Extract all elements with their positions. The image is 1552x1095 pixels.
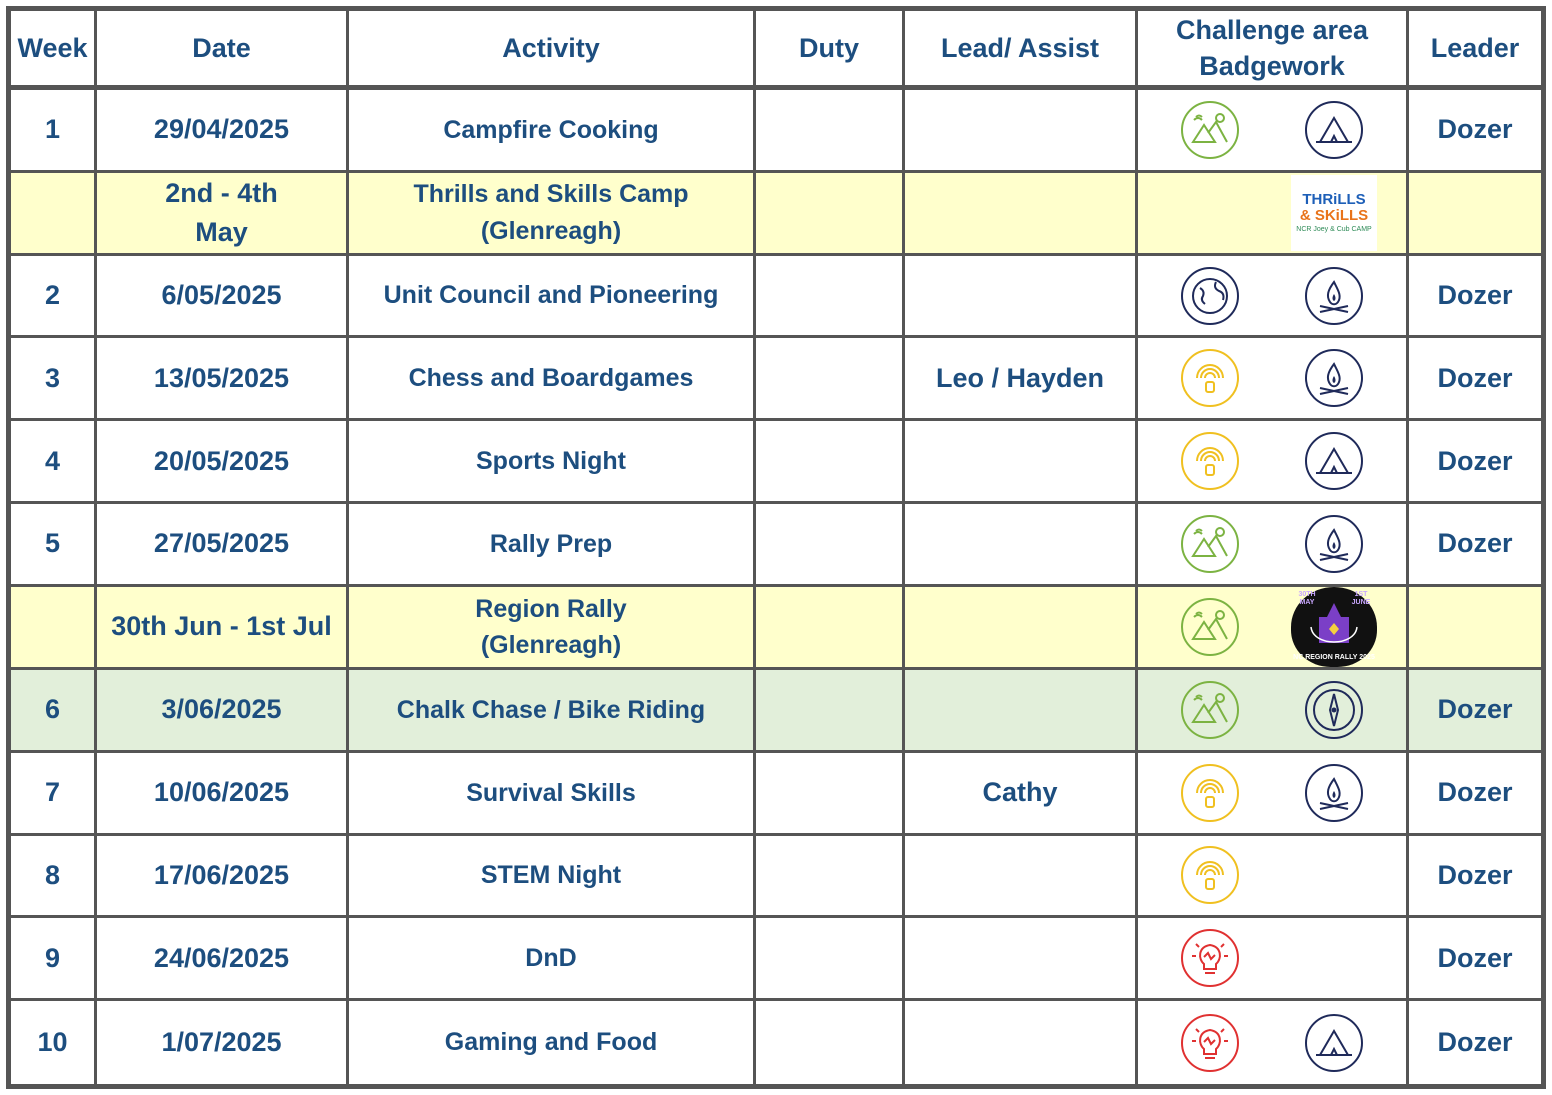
activity-cell: Campfire Cooking xyxy=(349,90,756,173)
compass-icon xyxy=(1304,680,1364,740)
duty-cell xyxy=(756,753,905,836)
campfire-icon xyxy=(1304,514,1364,574)
date-cell: 17/06/2025 xyxy=(97,836,349,919)
activity-cell: Sports Night xyxy=(349,421,756,504)
program-table xyxy=(6,6,1546,1089)
duty-cell xyxy=(756,421,905,504)
week-cell: 4 xyxy=(11,421,97,504)
leader-cell xyxy=(1409,173,1541,256)
leader-cell: Dozer xyxy=(1409,90,1541,173)
date-cell: 29/04/2025 xyxy=(97,90,349,173)
duty-cell xyxy=(756,256,905,339)
week-cell: 5 xyxy=(11,504,97,587)
leader-cell: Dozer xyxy=(1409,338,1541,421)
activity-line1: Thrills and Skills Camp xyxy=(413,180,689,209)
week-cell: 6 xyxy=(11,670,97,753)
header-date: Date xyxy=(97,11,349,90)
lead-assist-cell xyxy=(905,1001,1138,1084)
leader-cell: Dozer xyxy=(1409,753,1541,836)
date-cell: 24/06/2025 xyxy=(97,918,349,1001)
lead-assist-cell xyxy=(905,836,1138,919)
date-cell: 30th Jun - 1st Jul xyxy=(97,587,349,670)
duty-cell xyxy=(756,918,905,1001)
lead-assist-cell xyxy=(905,421,1138,504)
personal-growth-icon xyxy=(1180,928,1240,988)
lead-assist-cell xyxy=(905,173,1138,256)
activity-cell: STEM Night xyxy=(349,836,756,919)
activity-line1: Region Rally xyxy=(475,594,627,623)
lead-assist-cell xyxy=(905,256,1138,339)
week-cell: 2 xyxy=(11,256,97,339)
challenge-badges-cell xyxy=(1138,753,1409,836)
duty-cell xyxy=(756,670,905,753)
outdoors-icon xyxy=(1180,100,1240,160)
activity-cell: Chalk Chase / Bike Riding xyxy=(349,670,756,753)
camping-icon xyxy=(1304,1013,1364,1073)
outdoors-icon xyxy=(1180,597,1240,657)
duty-cell xyxy=(756,90,905,173)
date-cell: 27/05/2025 xyxy=(97,504,349,587)
leader-cell: Dozer xyxy=(1409,918,1541,1001)
challenge-badges-cell xyxy=(1138,338,1409,421)
challenge-badges-cell xyxy=(1138,587,1409,670)
date-line2: May xyxy=(195,216,248,247)
outdoors-icon xyxy=(1180,680,1240,740)
activity-cell: Gaming and Food xyxy=(349,1001,756,1084)
date-cell: 6/05/2025 xyxy=(97,256,349,339)
activity-cell: Chess and Boardgames xyxy=(349,338,756,421)
creative-icon xyxy=(1180,431,1240,491)
week-cell: 1 xyxy=(11,90,97,173)
lead-assist-cell: Cathy xyxy=(905,753,1138,836)
week-cell: 8 xyxy=(11,836,97,919)
week-cell: 7 xyxy=(11,753,97,836)
header-leader: Leader xyxy=(1409,11,1541,90)
rally-logo-date-right: 1ST JUNE xyxy=(1351,590,1371,606)
thrills-logo-line1: THRiLLS xyxy=(1302,190,1366,208)
thrills-skills-logo xyxy=(1291,175,1377,251)
thrills-logo-line2: & SKiLLS xyxy=(1299,207,1369,225)
header-lead-assist: Lead/ Assist xyxy=(905,11,1138,90)
week-cell: 10 xyxy=(11,1001,97,1084)
duty-cell xyxy=(756,338,905,421)
challenge-badges-cell xyxy=(1138,504,1409,587)
leader-cell: Dozer xyxy=(1409,256,1541,339)
camping-icon xyxy=(1304,100,1364,160)
duty-cell xyxy=(756,173,905,256)
lead-assist-cell xyxy=(905,587,1138,670)
creative-icon xyxy=(1180,348,1240,408)
leader-cell: Dozer xyxy=(1409,421,1541,504)
activity-cell xyxy=(349,587,756,670)
week-cell: 9 xyxy=(11,918,97,1001)
date-line1: 2nd - 4th xyxy=(165,177,278,208)
challenge-badges-cell xyxy=(1138,918,1409,1001)
camping-icon xyxy=(1304,431,1364,491)
duty-cell xyxy=(756,1001,905,1084)
lead-assist-cell xyxy=(905,918,1138,1001)
activity-line2: (Glenreagh) xyxy=(480,216,622,245)
header-challenge-line1: Challenge area xyxy=(1175,14,1369,45)
region-rally-logo xyxy=(1291,587,1377,667)
community-icon xyxy=(1180,266,1240,326)
header-duty: Duty xyxy=(756,11,905,90)
challenge-badges-cell xyxy=(1138,836,1409,919)
campfire-icon xyxy=(1304,763,1364,823)
activity-cell: Unit Council and Pioneering xyxy=(349,256,756,339)
challenge-badges-cell xyxy=(1138,670,1409,753)
date-cell: 1/07/2025 xyxy=(97,1001,349,1084)
header-challenge-area xyxy=(1138,11,1409,90)
week-cell xyxy=(11,173,97,256)
activity-cell xyxy=(349,173,756,256)
rally-logo-date-left: 30TH MAY xyxy=(1298,590,1316,606)
duty-cell xyxy=(756,836,905,919)
program-grid xyxy=(11,11,1541,1084)
creative-icon xyxy=(1180,763,1240,823)
activity-cell: Rally Prep xyxy=(349,504,756,587)
date-cell: 3/06/2025 xyxy=(97,670,349,753)
thrills-logo-line3: NCR Joey & Cub CAMP xyxy=(1296,225,1372,233)
date-cell: 13/05/2025 xyxy=(97,338,349,421)
challenge-badges-cell xyxy=(1138,421,1409,504)
header-week: Week xyxy=(11,11,97,90)
header-activity: Activity xyxy=(349,11,756,90)
week-cell xyxy=(11,587,97,670)
activity-line2: (Glenreagh) xyxy=(480,630,622,659)
leader-cell: Dozer xyxy=(1409,836,1541,919)
lead-assist-cell xyxy=(905,504,1138,587)
activity-cell: Survival Skills xyxy=(349,753,756,836)
lead-assist-cell xyxy=(905,90,1138,173)
week-cell: 3 xyxy=(11,338,97,421)
duty-cell xyxy=(756,587,905,670)
leader-cell xyxy=(1409,587,1541,670)
challenge-badges-cell xyxy=(1138,256,1409,339)
leader-cell: Dozer xyxy=(1409,670,1541,753)
challenge-badges-cell xyxy=(1138,173,1409,256)
date-cell xyxy=(97,173,349,256)
creative-icon xyxy=(1180,845,1240,905)
date-cell: 10/06/2025 xyxy=(97,753,349,836)
rally-logo-ring-text: NC REGION RALLY 2025 xyxy=(1293,653,1375,661)
lead-assist-cell: Leo / Hayden xyxy=(905,338,1138,421)
header-challenge-line2: Badgework xyxy=(1199,51,1345,81)
activity-cell: DnD xyxy=(349,918,756,1001)
duty-cell xyxy=(756,504,905,587)
leader-cell: Dozer xyxy=(1437,1027,1513,1058)
challenge-badges-cell xyxy=(1138,90,1409,173)
leader-cell: Dozer xyxy=(1409,504,1541,587)
date-cell: 20/05/2025 xyxy=(97,421,349,504)
outdoors-icon xyxy=(1180,514,1240,574)
personal-growth-icon xyxy=(1180,1013,1240,1073)
campfire-icon xyxy=(1304,266,1364,326)
campfire-icon xyxy=(1304,348,1364,408)
lead-assist-cell xyxy=(905,670,1138,753)
challenge-badges-cell xyxy=(1138,1001,1409,1084)
